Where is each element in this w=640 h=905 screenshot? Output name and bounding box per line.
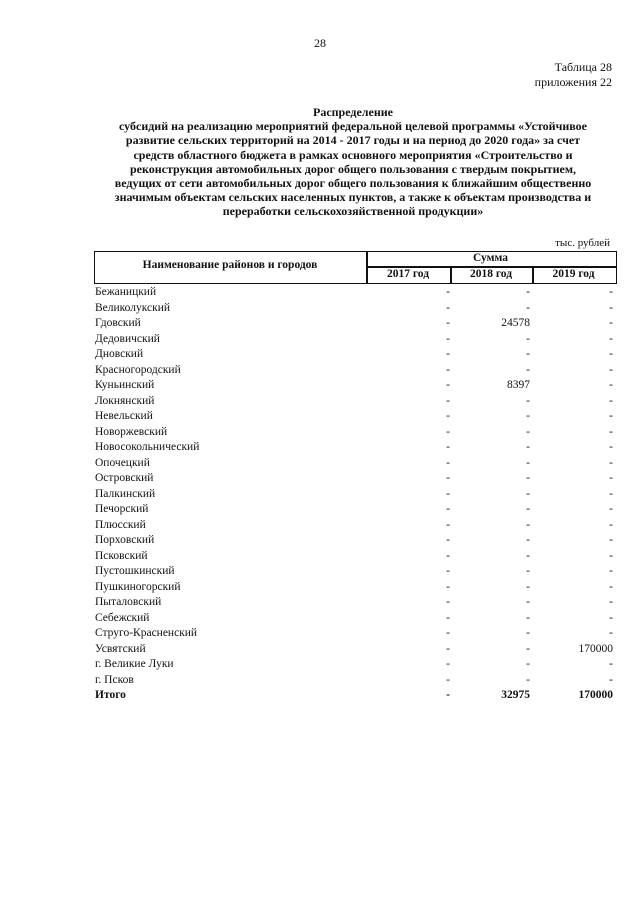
table-row (95, 378, 615, 394)
table-ref-line2: приложения 22 (534, 75, 612, 89)
value-2017: - (446, 332, 450, 345)
value-2019: - (609, 487, 613, 500)
district-name: Островский (95, 472, 154, 484)
title-heading: Распределение (312, 105, 394, 119)
value-2018: - (526, 642, 530, 655)
district-name: Себежский (95, 611, 150, 624)
district-name: Гдовский (95, 317, 141, 329)
district-name: Пустошкинский (95, 565, 175, 577)
district-name: Дновский (95, 348, 144, 360)
district-name: Палкинский (95, 487, 156, 500)
value-2019: - (609, 410, 613, 422)
value-2018: - (526, 518, 530, 531)
value-2017: - (446, 642, 450, 655)
district-name: Опочецкий (95, 456, 150, 469)
total-2017: - (446, 689, 450, 701)
value-2017: - (446, 503, 450, 515)
table-row (95, 564, 615, 580)
table-row (95, 533, 615, 549)
district-name: Куньинский (95, 379, 155, 391)
value-2019: - (609, 425, 613, 438)
value-2017: - (446, 580, 450, 593)
table-row (95, 611, 615, 627)
value-2017: - (446, 611, 450, 624)
title-line: средств областного бюджета в рамках основного мероприятия «Строительство и (133, 147, 573, 162)
value-2017: - (446, 286, 450, 298)
value-2017: - (446, 301, 450, 314)
table-row (95, 363, 615, 379)
value-2019: 170000 (578, 642, 613, 655)
value-2017: - (446, 348, 450, 360)
value-2017: - (446, 441, 450, 453)
title-line: реконструкция автомобильных дорог общего пользования с твердым покрытием, (130, 161, 576, 176)
value-2017: - (446, 627, 450, 639)
title-line: значимым объектам сельских населенных пунктов, а также к объектам производства и (114, 190, 592, 205)
district-name: Великолукский (95, 301, 171, 314)
value-2017: - (446, 596, 450, 608)
value-2018: - (526, 456, 530, 469)
value-2017: - (446, 410, 450, 422)
value-2017: - (446, 425, 450, 438)
table-row (95, 440, 615, 456)
table-row (95, 502, 615, 518)
value-2017: - (446, 658, 450, 670)
value-2019: - (609, 332, 613, 345)
district-name: Пыталовский (95, 596, 162, 608)
value-2018: - (526, 596, 530, 608)
table-row (95, 301, 615, 317)
value-2019: - (609, 673, 613, 686)
table-row (95, 409, 615, 425)
value-2019: - (609, 658, 613, 670)
value-2019: - (609, 379, 613, 391)
total-2019: 170000 (578, 689, 613, 701)
table-ref-line1: Таблица 28 (554, 60, 612, 74)
value-2019: - (609, 503, 613, 515)
table-row (95, 394, 615, 410)
district-name: Красногородский (95, 363, 181, 376)
value-2017: - (446, 487, 450, 500)
header-sum-label: Сумма (473, 252, 508, 264)
table-row (95, 332, 615, 348)
value-2018: - (526, 580, 530, 593)
value-2019: - (609, 317, 613, 329)
value-2018: - (526, 627, 530, 639)
value-2019: - (609, 549, 613, 562)
district-name: Локнянский (95, 394, 155, 407)
value-2019: - (609, 472, 613, 484)
value-2017: - (446, 363, 450, 376)
header-year-2018: 2018 год (469, 268, 513, 280)
title-line: ведущих от сети автомобильных дорог общего пользования к ближайшим общественно (114, 176, 592, 191)
table-body (95, 285, 615, 704)
table-row (95, 285, 615, 301)
value-2018: - (526, 658, 530, 670)
value-2019: - (609, 565, 613, 577)
district-name: Пушкиногорский (95, 580, 181, 593)
value-2017: - (446, 379, 450, 391)
header-year-2019: 2019 год (552, 268, 595, 280)
district-name: Печорский (95, 503, 149, 515)
table-row (95, 425, 615, 441)
value-2019: - (609, 348, 613, 360)
value-2017: - (446, 317, 450, 329)
value-2018: 8397 (507, 379, 530, 391)
district-name: Новоржевский (95, 425, 168, 438)
table-row (95, 580, 615, 596)
district-name: Дедовичский (95, 332, 160, 345)
value-2018: - (526, 503, 530, 515)
header-name-label: Наименование районов и городов (142, 259, 318, 271)
district-name: г. Великие Луки (95, 658, 174, 670)
value-2018: - (526, 441, 530, 453)
value-2017: - (446, 456, 450, 469)
value-2019: - (609, 611, 613, 624)
title-line: субсидий на реализацию мероприятий федеральной целевой программы «Устойчивое (118, 119, 587, 134)
value-2018: - (526, 549, 530, 562)
value-2019: - (609, 596, 613, 608)
units-label: тыс. рублей (555, 237, 610, 249)
table-row (95, 626, 615, 642)
value-2017: - (446, 673, 450, 686)
value-2018: - (526, 410, 530, 422)
title-line: развитие сельских территорий на 2014 - 2017 годы и на период до 2020 года» за счет (125, 133, 581, 148)
document-title (88, 105, 618, 219)
value-2018: - (526, 611, 530, 624)
district-name: Бежаницкий (95, 286, 157, 298)
page-number: 28 (314, 36, 326, 50)
total-2018: 32975 (501, 689, 530, 701)
value-2017: - (446, 518, 450, 531)
table-row (95, 518, 615, 534)
value-2018: - (526, 673, 530, 686)
value-2019: - (609, 580, 613, 593)
table-row (95, 595, 615, 611)
value-2018: - (526, 487, 530, 500)
value-2019: - (609, 518, 613, 531)
title-line: переработки сельскохозяйственной продукции» (222, 204, 484, 219)
district-name: Новосокольнический (95, 441, 200, 453)
district-name: Усвятский (95, 642, 146, 655)
district-name: Невельский (95, 410, 153, 422)
table-row (95, 456, 615, 472)
district-name: Струго-Красненский (95, 627, 198, 639)
value-2019: - (609, 456, 613, 469)
table-row (95, 471, 615, 487)
table-row (95, 487, 615, 503)
value-2018: - (526, 363, 530, 376)
total-row (95, 688, 615, 704)
table-row (95, 673, 615, 689)
district-name: г. Псков (95, 673, 134, 686)
value-2019: - (609, 534, 613, 546)
total-label: Итого (95, 689, 126, 701)
value-2018: - (526, 472, 530, 484)
table-row (95, 657, 615, 673)
value-2017: - (446, 472, 450, 484)
value-2018: 24578 (501, 317, 530, 329)
value-2018: - (526, 534, 530, 546)
value-2018: - (526, 332, 530, 345)
value-2019: - (609, 627, 613, 639)
value-2018: - (526, 565, 530, 577)
table-row (95, 549, 615, 565)
value-2018: - (526, 348, 530, 360)
value-2017: - (446, 565, 450, 577)
table-row (95, 347, 615, 363)
value-2019: - (609, 441, 613, 453)
district-name: Плюсский (95, 518, 146, 531)
district-name: Псковский (95, 549, 148, 562)
district-name: Порховский (95, 534, 155, 546)
value-2017: - (446, 534, 450, 546)
value-2018: - (526, 301, 530, 314)
value-2019: - (609, 301, 613, 314)
value-2019: - (609, 286, 613, 298)
value-2019: - (609, 394, 613, 407)
value-2019: - (609, 363, 613, 376)
table-row (95, 642, 615, 658)
value-2017: - (446, 394, 450, 407)
value-2018: - (526, 425, 530, 438)
header-year-2017: 2017 год (386, 268, 430, 280)
value-2018: - (526, 286, 530, 298)
table-row (95, 316, 615, 332)
value-2017: - (446, 549, 450, 562)
table-reference (535, 60, 612, 90)
value-2018: - (526, 394, 530, 407)
